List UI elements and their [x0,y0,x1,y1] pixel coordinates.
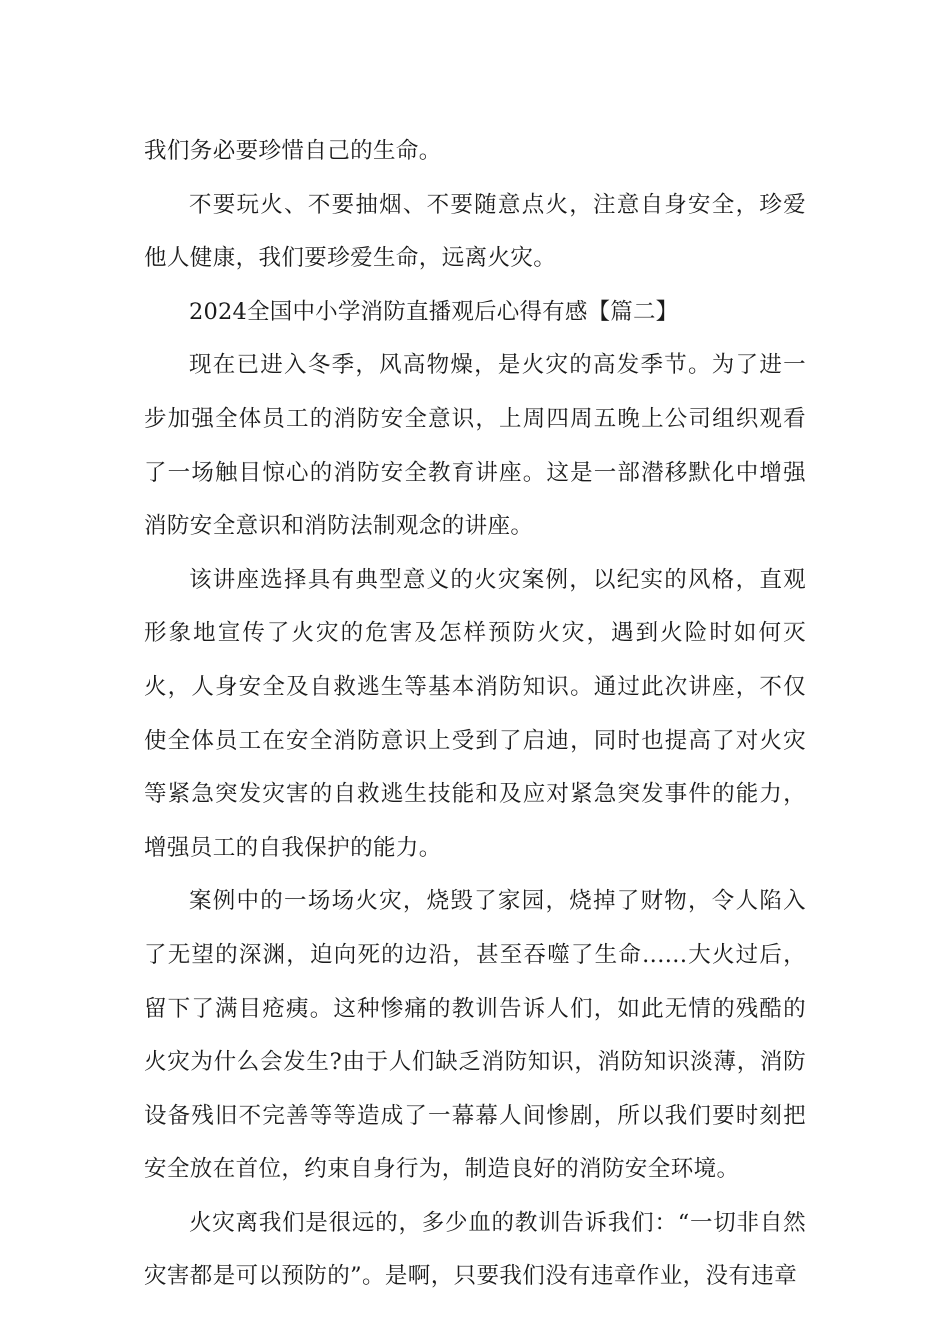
document-body [144,125,806,1304]
paragraph: 现在已进入冬季，风高物燥，是火灾的高发季节。为了进一步加强全体员工的消防安全意识，上周四周五晚上公司组织观看了一场触目惊心的消防安全教育讲座。这是一部潜移默化中增强消防安全意识和消防法制观念的讲座。 [144,352,806,540]
section-heading: 2024全国中小学消防直播观后心得有感【篇二】 [189,298,679,325]
paragraph: 火灾离我们是很远的，多少血的教训告诉我们：“一切非自然灾害都是可以预防的”。是啊，只要我们没有违章作业，没有违章 [144,1209,806,1290]
paragraph: 不要玩火、不要抽烟、不要随意点火，注意自身安全，珍爱他人健康，我们要珍爱生命，远离火灾。 [144,191,806,272]
paragraph: 该讲座选择具有典型意义的火灾案例，以纪实的风格，直观形象地宣传了火灾的危害及怎样预防火灾，遇到火险时如何灭火，人身安全及自救逃生等基本消防知识。通过此次讲座，不仅使全体员工在安全消防意识上受到了启迪，同时也提高了对火灾等紧急突发灾害的自救逃生技能和及应对紧急突发事件的能力，增强员工的自我保护的能力。 [144,566,806,861]
paragraph: 案例中的一场场火灾，烧毁了家园，烧掉了财物，令人陷入了无望的深渊，迫向死的边沿，甚至吞噬了生命......大火过后，留下了满目疮痍。这种惨痛的教训告诉人们，如此无情的残酷的火灾为什么会发生?由于人们缺乏消防知识，消防知识淡薄，消防设备残旧不完善等等造成了一幕幕人间惨剧，所以我们要时刻把安全放在首位，约束自身行为，制造良好的消防安全环境。 [144,888,806,1183]
paragraph-continuation: 我们务必要珍惜自己的生命。 [144,138,442,164]
